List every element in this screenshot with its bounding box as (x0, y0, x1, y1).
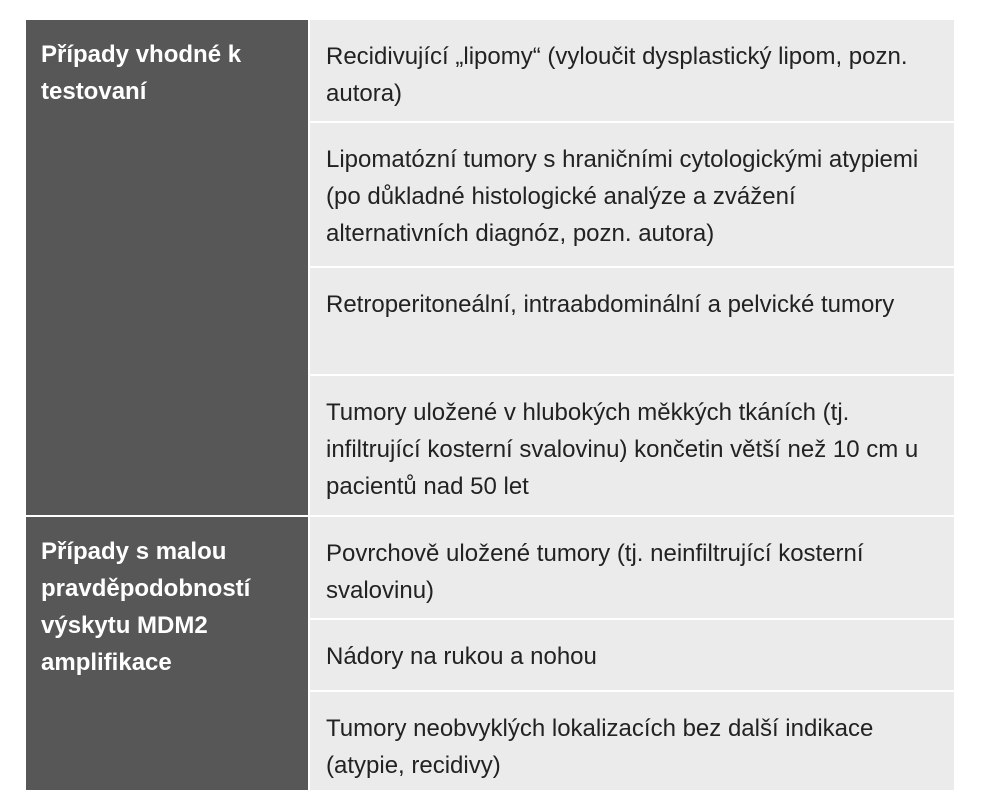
table-group-low-probability-cases (26, 517, 954, 790)
criteria-table (26, 20, 954, 790)
group-header: Případy vhodné k testovaní (26, 20, 308, 515)
table-row: Recidivující „lipomy“ (vyloučit dysplastický lipom, pozn. autora) (310, 20, 954, 121)
table-row: Retroperitoneální, intraabdominální a pelvické tumory (310, 268, 954, 374)
group-header: Případy s malou pravděpodobností výskytu MDM2 amplifikace (26, 517, 308, 790)
table-row: Povrchově uložené tumory (tj. neinfiltrující kosterní svalovinu) (310, 517, 954, 618)
group-rows (310, 20, 954, 515)
table-row: Tumory neobvyklých lokalizacích bez další indikace (atypie, recidivy) (310, 692, 954, 790)
group-rows (310, 517, 954, 790)
table-row: Nádory na rukou a nohou (310, 620, 954, 690)
table-group-suitable-cases (26, 20, 954, 515)
table-row: Lipomatózní tumory s hraničními cytologickými atypiemi (po důkladné histologické analýze a zvážení alternativních diagnóz, pozn. autora) (310, 123, 954, 266)
table-row: Tumory uložené v hlubokých měkkých tkáních (tj. infiltrující kosterní svalovinu) končetin větší než 10 cm u pacientů nad 50 let (310, 376, 954, 515)
